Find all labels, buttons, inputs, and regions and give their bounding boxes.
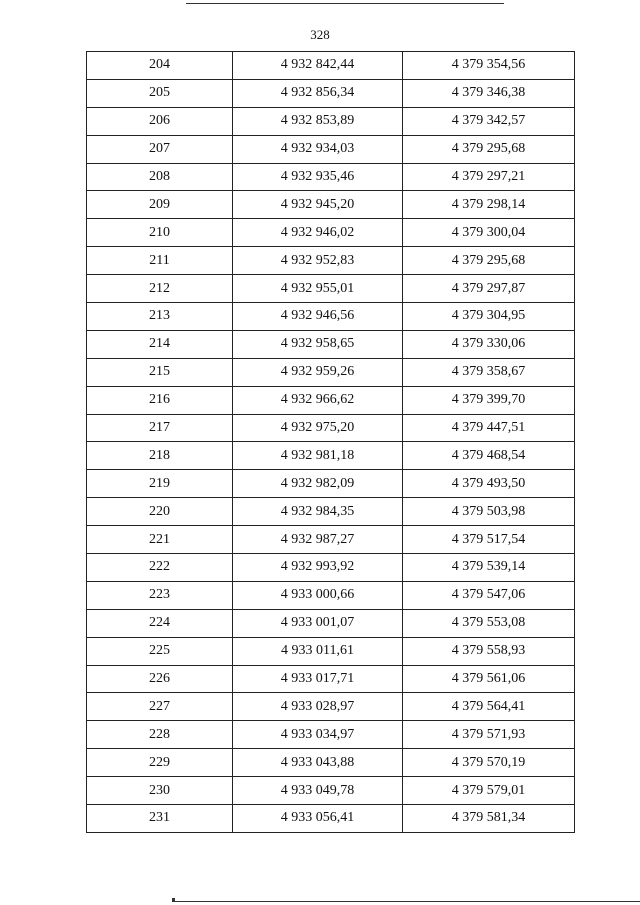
table-row <box>87 219 575 247</box>
point-number-cell: 218 <box>87 442 233 470</box>
y-coordinate-cell: 4 379 330,06 <box>403 330 575 358</box>
table-row <box>87 191 575 219</box>
x-coordinate-cell: 4 932 958,65 <box>233 330 403 358</box>
point-number-cell: 222 <box>87 554 233 582</box>
page-number: 328 <box>310 27 330 42</box>
point-number-cell: 217 <box>87 414 233 442</box>
table-row <box>87 107 575 135</box>
point-number-cell: 223 <box>87 581 233 609</box>
y-coordinate-cell: 4 379 298,14 <box>403 191 575 219</box>
x-coordinate-cell: 4 932 853,89 <box>233 107 403 135</box>
y-coordinate-cell: 4 379 564,41 <box>403 693 575 721</box>
x-coordinate-cell: 4 933 056,41 <box>233 805 403 833</box>
point-number-cell: 230 <box>87 777 233 805</box>
table-row <box>87 554 575 582</box>
x-coordinate-cell: 4 932 952,83 <box>233 247 403 275</box>
table-row <box>87 665 575 693</box>
x-coordinate-cell: 4 933 028,97 <box>233 693 403 721</box>
y-coordinate-cell: 4 379 579,01 <box>403 777 575 805</box>
point-number-cell: 210 <box>87 219 233 247</box>
point-number-cell: 229 <box>87 749 233 777</box>
table-row <box>87 777 575 805</box>
point-number-cell: 224 <box>87 609 233 637</box>
y-coordinate-cell: 4 379 539,14 <box>403 554 575 582</box>
point-number-cell: 228 <box>87 721 233 749</box>
point-number-cell: 206 <box>87 107 233 135</box>
y-coordinate-cell: 4 379 517,54 <box>403 526 575 554</box>
table-row <box>87 581 575 609</box>
x-coordinate-cell: 4 933 043,88 <box>233 749 403 777</box>
y-coordinate-cell: 4 379 570,19 <box>403 749 575 777</box>
y-coordinate-cell: 4 379 297,21 <box>403 163 575 191</box>
x-coordinate-cell: 4 932 955,01 <box>233 275 403 303</box>
table-row <box>87 275 575 303</box>
point-number-cell: 216 <box>87 386 233 414</box>
table-row <box>87 721 575 749</box>
x-coordinate-cell: 4 932 981,18 <box>233 442 403 470</box>
point-number-cell: 204 <box>87 52 233 80</box>
y-coordinate-cell: 4 379 553,08 <box>403 609 575 637</box>
table-row <box>87 386 575 414</box>
point-number-cell: 205 <box>87 79 233 107</box>
y-coordinate-cell: 4 379 297,87 <box>403 275 575 303</box>
table-row <box>87 609 575 637</box>
y-coordinate-cell: 4 379 358,67 <box>403 358 575 386</box>
table-row <box>87 52 575 80</box>
y-coordinate-cell: 4 379 295,68 <box>403 135 575 163</box>
x-coordinate-cell: 4 933 034,97 <box>233 721 403 749</box>
y-coordinate-cell: 4 379 561,06 <box>403 665 575 693</box>
point-number-cell: 209 <box>87 191 233 219</box>
x-coordinate-cell: 4 933 017,71 <box>233 665 403 693</box>
table-row <box>87 330 575 358</box>
point-number-cell: 208 <box>87 163 233 191</box>
bottom-rule <box>172 901 640 902</box>
x-coordinate-cell: 4 932 934,03 <box>233 135 403 163</box>
y-coordinate-cell: 4 379 447,51 <box>403 414 575 442</box>
point-number-cell: 226 <box>87 665 233 693</box>
table-row <box>87 749 575 777</box>
table-row <box>87 79 575 107</box>
x-coordinate-cell: 4 932 856,34 <box>233 79 403 107</box>
point-number-cell: 231 <box>87 805 233 833</box>
y-coordinate-cell: 4 379 304,95 <box>403 303 575 331</box>
x-coordinate-cell: 4 932 993,92 <box>233 554 403 582</box>
y-coordinate-cell: 4 379 581,34 <box>403 805 575 833</box>
table-row <box>87 442 575 470</box>
table-row <box>87 303 575 331</box>
x-coordinate-cell: 4 932 987,27 <box>233 526 403 554</box>
coordinate-table-body <box>87 52 575 833</box>
x-coordinate-cell: 4 932 984,35 <box>233 498 403 526</box>
table-row <box>87 693 575 721</box>
point-number-cell: 219 <box>87 470 233 498</box>
x-coordinate-cell: 4 933 000,66 <box>233 581 403 609</box>
table-row <box>87 498 575 526</box>
point-number-cell: 221 <box>87 526 233 554</box>
y-coordinate-cell: 4 379 468,54 <box>403 442 575 470</box>
y-coordinate-cell: 4 379 354,56 <box>403 52 575 80</box>
point-number-cell: 214 <box>87 330 233 358</box>
point-number-cell: 207 <box>87 135 233 163</box>
x-coordinate-cell: 4 933 011,61 <box>233 637 403 665</box>
y-coordinate-cell: 4 379 503,98 <box>403 498 575 526</box>
y-coordinate-cell: 4 379 558,93 <box>403 637 575 665</box>
table-row <box>87 470 575 498</box>
x-coordinate-cell: 4 932 946,56 <box>233 303 403 331</box>
x-coordinate-cell: 4 932 842,44 <box>233 52 403 80</box>
y-coordinate-cell: 4 379 493,50 <box>403 470 575 498</box>
y-coordinate-cell: 4 379 342,57 <box>403 107 575 135</box>
coordinate-table <box>86 51 575 833</box>
x-coordinate-cell: 4 933 049,78 <box>233 777 403 805</box>
y-coordinate-cell: 4 379 295,68 <box>403 247 575 275</box>
table-row <box>87 163 575 191</box>
point-number-cell: 215 <box>87 358 233 386</box>
point-number-cell: 211 <box>87 247 233 275</box>
point-number-cell: 213 <box>87 303 233 331</box>
table-row <box>87 135 575 163</box>
x-coordinate-cell: 4 933 001,07 <box>233 609 403 637</box>
y-coordinate-cell: 4 379 547,06 <box>403 581 575 609</box>
table-row <box>87 414 575 442</box>
x-coordinate-cell: 4 932 975,20 <box>233 414 403 442</box>
y-coordinate-cell: 4 379 346,38 <box>403 79 575 107</box>
point-number-cell: 225 <box>87 637 233 665</box>
table-row <box>87 637 575 665</box>
x-coordinate-cell: 4 932 945,20 <box>233 191 403 219</box>
point-number-cell: 227 <box>87 693 233 721</box>
table-row <box>87 805 575 833</box>
x-coordinate-cell: 4 932 966,62 <box>233 386 403 414</box>
table-row <box>87 247 575 275</box>
point-number-cell: 220 <box>87 498 233 526</box>
table-row <box>87 526 575 554</box>
y-coordinate-cell: 4 379 300,04 <box>403 219 575 247</box>
x-coordinate-cell: 4 932 946,02 <box>233 219 403 247</box>
table-row <box>87 358 575 386</box>
x-coordinate-cell: 4 932 982,09 <box>233 470 403 498</box>
y-coordinate-cell: 4 379 571,93 <box>403 721 575 749</box>
x-coordinate-cell: 4 932 959,26 <box>233 358 403 386</box>
y-coordinate-cell: 4 379 399,70 <box>403 386 575 414</box>
top-rule <box>186 3 504 4</box>
point-number-cell: 212 <box>87 275 233 303</box>
x-coordinate-cell: 4 932 935,46 <box>233 163 403 191</box>
